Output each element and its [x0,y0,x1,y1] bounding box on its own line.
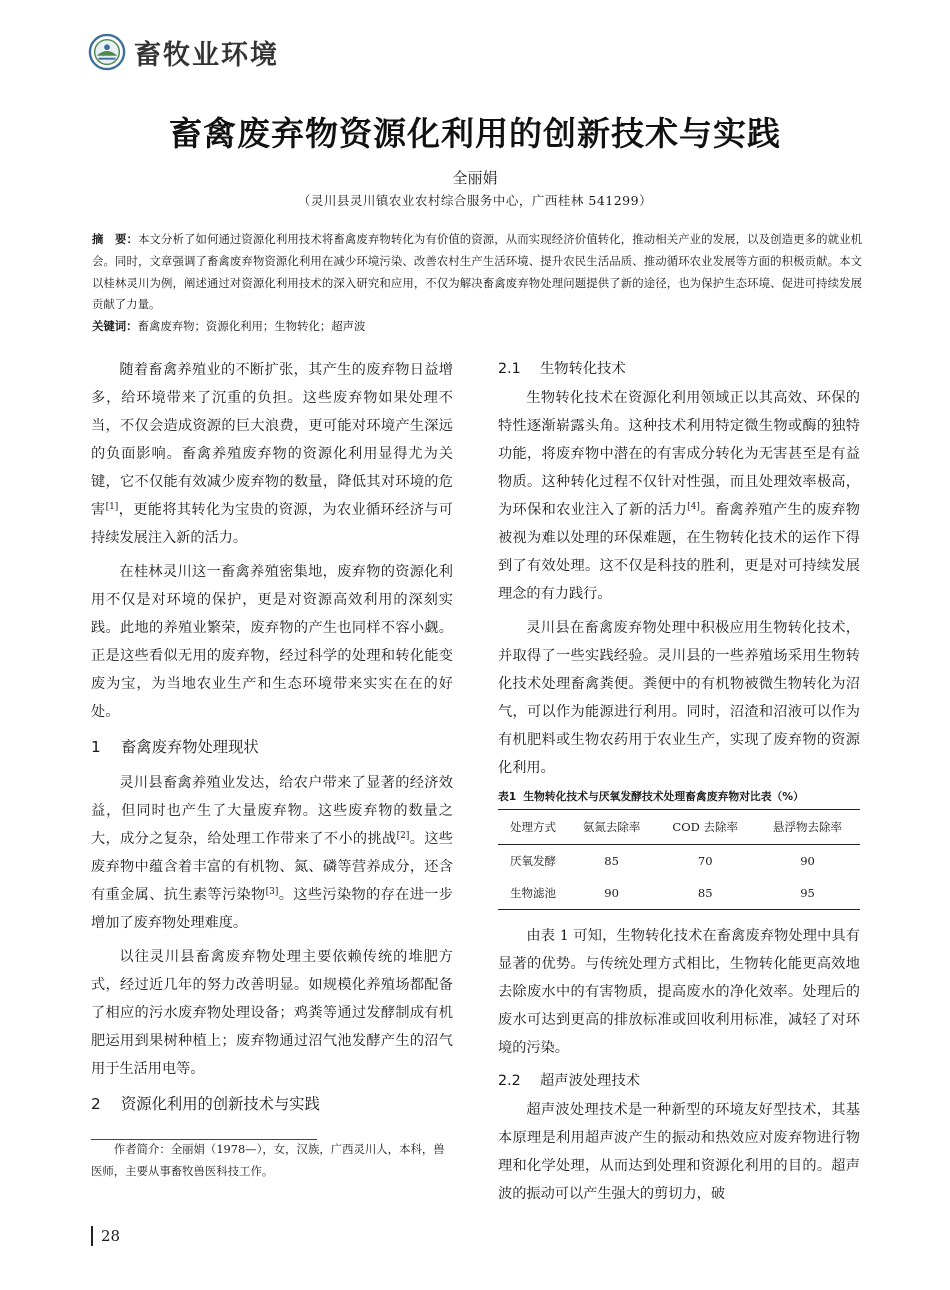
paragraph [91,356,453,552]
journal-name: 畜牧业环境 [134,39,279,71]
citation: [1] [105,502,119,512]
paragraph: 灵川县在畜禽废弃物处理中积极应用生物转化技术，并取得了一些实践经验。灵川县的一些养殖场采用生物转化技术处理畜禽粪便。粪便中的有机物被微生物转化为沼气，可以作为能源进行利用。同时，沼渣和沼液可以作为有机肥料或生物农药用于农业生产，实现了废弃物的资源化利用。 [498,620,860,776]
table-header-row [498,810,860,845]
table-cell: 95 [800,886,815,900]
table-header-cell: COD 去除率 [672,820,738,834]
citation: [2] [396,831,410,841]
subsection-number: 2.1 [498,361,521,377]
table-row [498,845,860,878]
table-cell: 70 [697,854,713,868]
section-title: 资源化利用的创新技术与实践 [121,1095,320,1113]
subsection-number: 2.2 [498,1073,521,1089]
subsection-heading [498,1068,860,1094]
table-row [498,877,860,910]
paragraph: 由表 1 可知，生物转化技术在畜禽废弃物处理中具有显著的优势。与传统处理方式相比，生物转化能更高效地去除废水中的有害物质，提高废水的净化效率。处理后的废水可达到更高的排放标准或回收利用标准，减轻了对环境的污染。 [498,928,860,1056]
keywords-label: 关键词： [92,319,138,333]
paragraph [498,384,860,608]
subsection-heading [498,356,860,382]
comparison-table [498,788,860,910]
table-cell: 厌氧发酵 [509,854,556,868]
table-cell: 90 [604,886,619,900]
journal-logo-icon [88,33,126,71]
paragraph-text: 生物转化技术在资源化利用领域正以其高效、环保的特性逐渐崭露头角。这种技术利用特定微生物或酶的独特功能，将废弃物中潜在的有害成分转化为无害甚至是有益物质。这种转化过程不仅针对性强，而且处理效率极高，为环保和农业注入了新的活力 [498,390,860,518]
author-affiliation: （灵川县灵川镇农业农村综合服务中心，广西桂林 541299） [297,193,653,208]
abstract-label: 摘 要： [92,232,138,246]
abstract-text: 本文分析了如何通过资源化利用技术将畜禽废弃物转化为有价值的资源，从而实现经济价值转化，推动相关产业的发展，以及创造更多的就业机会。同时，文章强调了畜禽废弃物资源化利用在减少环境污染、改善农村生产生活环境、提升农民生活品质、推动循环农业发展等方面的积极贡献。本文以桂林灵川为例，阐述通过对资源化利用技术的深入研究和应用，不仅为解决畜禽废弃物处理问题提供了新的途径，也为保护生态环境、促进可持续发展贡献了力量。 [92,232,862,312]
keywords [92,316,862,336]
left-column [91,356,453,1126]
subsection-title: 生物转化技术 [540,361,626,377]
paragraph-text: 。这些污染物的存在进一步增加了废弃物处理难度。 [91,887,453,931]
data-table [498,809,860,910]
keywords-text: 畜禽废弃物；资源化利用；生物转化；超声波 [137,319,366,333]
table-header-cell: 悬浮物去除率 [773,820,843,834]
page-number: 28 [91,1226,120,1246]
table-cell: 90 [800,854,815,868]
section-heading [91,1090,453,1118]
table-cell: 85 [697,886,713,900]
paragraph-text: 随着畜禽养殖业的不断扩张，其产生的废弃物日益增多，给环境带来了沉重的负担。这些废弃物如果处理不当，不仅会造成资源的巨大浪费，更可能对环境产生深远的负面影响。畜禽养殖废弃物的资源化利用显得尤为关键，它不仅能有效减少废弃物的数量，降低其对环境的危害 [91,362,453,518]
abstract [92,229,862,316]
subsection-title: 超声波处理技术 [540,1073,641,1089]
table-cell: 85 [604,854,619,868]
table-header-cell: 处理方式 [509,820,556,834]
section-heading [91,733,453,761]
right-column [498,356,860,1214]
paragraph-text: 灵川县畜禽养殖业发达，给农户带来了显著的经济效益，但同时也产生了大量废弃物。这些废弃物的数量之大，成分之复杂，给处理工作带来了不小的挑战 [91,775,453,847]
paragraph [91,769,453,937]
table-header-cell: 氨氮去除率 [582,820,641,834]
author-footnote: 作者简介：全丽娟（1978—），女，汉族，广西灵川人，本科，兽医师，主要从事畜牧兽医科技工作。 [91,1142,445,1178]
citation: [3] [265,887,279,897]
paragraph: 在桂林灵川这一畜禽养殖密集地，废弃物的资源化利用不仅是对环境的保护，更是对资源高效利用的深刻实践。此地的养殖业繁荣，废弃物的产生也同样不容小觑。正是这些看似无用的废弃物，经过科学的处理和转化能变废为宝，为当地农业生产和生态环境带来实实在在的好处。 [91,564,453,720]
paragraph-text: ，更能将其转化为宝贵的资源，为农业循环经济与可持续发展注入新的活力。 [91,502,453,546]
section-number: 2 [91,1095,101,1113]
journal-header [88,30,279,74]
section-number: 1 [91,738,101,756]
table-title: 生物转化技术与厌氧发酵技术处理畜禽废弃物对比表（%） [523,790,804,803]
article-title: 畜禽废弃物资源化利用的创新技术与实践 [169,114,781,153]
section-title: 畜禽废弃物处理现状 [121,738,259,756]
table-caption [498,788,860,806]
table-cell: 生物滤池 [509,886,556,900]
paragraph: 以往灵川县畜禽废弃物处理主要依赖传统的堆肥方式，经过近几年的努力改善明显。如规模化养殖场都配备了相应的污水废弃物处理设备；鸡粪等通过发酵制成有机肥运用到果树种植上；废弃物通过沼气池发酵产生的沼气用于生活用电等。 [91,949,453,1077]
citation: [4] [687,502,700,512]
article-author: 全丽娟 [452,169,498,187]
table-number: 表1 [498,790,517,803]
paragraph-text: 。这些废弃物中蕴含着丰富的有机物、氮、磷等营养成分，还含有重金属、抗生素等污染物 [91,831,453,903]
paragraph-text: 。畜禽养殖产生的废弃物被视为难以处理的环保难题，在生物转化技术的运作下得到了有效处理。这不仅是科技的胜利，更是对可持续发展理念的有力践行。 [498,502,860,602]
paragraph: 超声波处理技术是一种新型的环境友好型技术，其基本原理是利用超声波产生的振动和热效应对废弃物进行物理和化学处理，从而达到处理和资源化利用的目的。超声波的振动可以产生强大的剪切力，破 [498,1102,860,1202]
